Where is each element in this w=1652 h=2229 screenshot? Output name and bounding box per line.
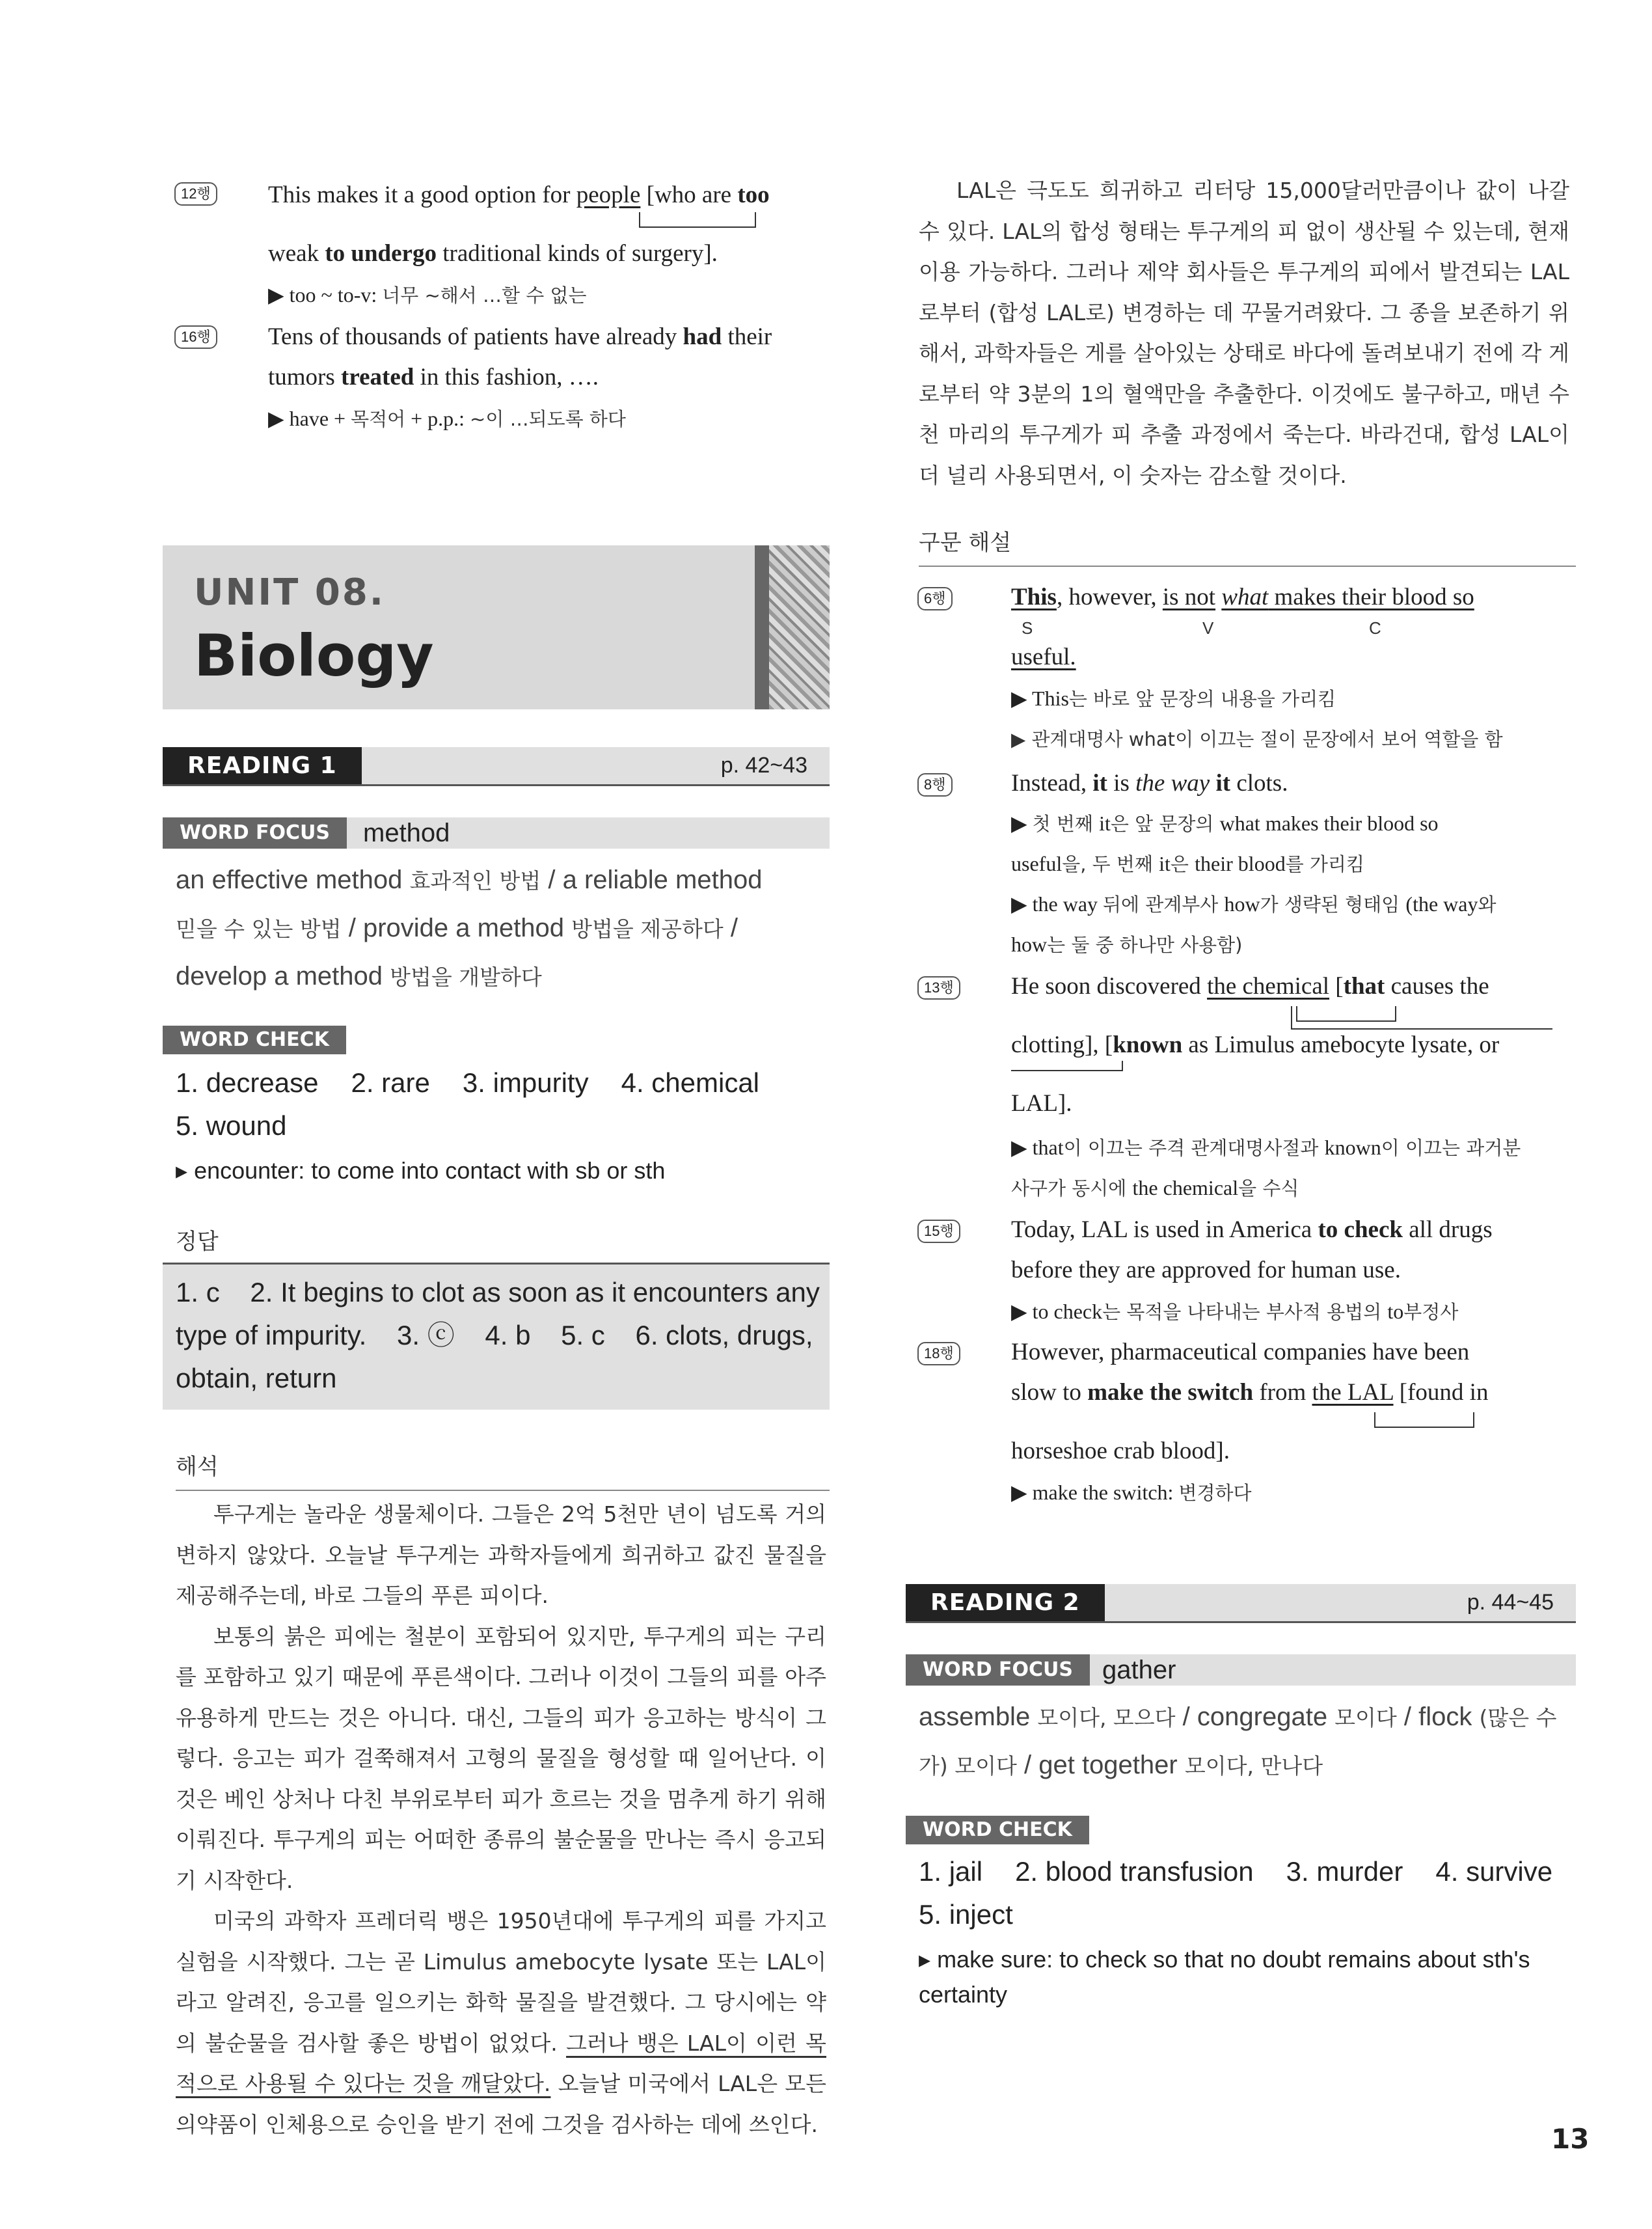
grammar-note: ▶ This는 바로 앞 문장의 내용을 가리킴 xyxy=(1011,687,1336,710)
line-tag: 15행 xyxy=(917,1220,960,1243)
word-check-list: 5. inject xyxy=(919,1899,1013,1930)
word-check-label: WORD CHECK xyxy=(163,1026,346,1054)
modifier-bracket xyxy=(1011,1061,1123,1071)
line-tag: 12행 xyxy=(174,182,217,206)
complement-marker: C xyxy=(1369,618,1381,638)
grammar-note: ▶ that이 이끄는 주격 관계대명사절과 known이 이끄는 과거분 xyxy=(1011,1136,1521,1159)
translation-paragraph: 미국의 과학자 프레더릭 뱅은 1950년대에 투구게의 피를 가지고 실험을 시작했다. 그는 곧 Limulus amebocyte lysate 또는 LAL이라고 알려진, 응고를 일으키는 화학 물질을 발견했다. 그 당시에는 약의 불순물을 검사할 좋은 방법이 없었다. 그러나 뱅은 LAL이 이런 목적으로 사용될 수 있다는 것을 깨달았다. 오늘날 미국에서 LAL은 모든 의약품이 인체용으로 승인을 받기 전에 그것을 검사하는 데에 쓰인다. xyxy=(176,1908,826,2137)
grammar-line: Today, LAL is used in America to check all drugs xyxy=(1011,1216,1493,1243)
grammar-line: Tens of thousands of patients have already had their xyxy=(268,323,772,350)
grammar-line: useful. xyxy=(1011,644,1076,670)
decorative-stripe xyxy=(755,545,769,709)
grammar-note: ▶ too ~ to-v: 너무 ~해서 …할 수 없는 xyxy=(268,283,587,307)
reading-1-header xyxy=(163,747,830,786)
unit-title: Biology xyxy=(194,622,434,689)
reading-label: READING 1 xyxy=(163,747,362,784)
answer-heading: 정답 xyxy=(176,1224,219,1266)
definition-note: ▸ encounter: to come into contact with sb or sth xyxy=(176,1157,666,1184)
definition-note: ▸ make sure: to check so that no doubt remains about sth's xyxy=(919,1946,1530,1973)
modifier-bracket xyxy=(1374,1412,1474,1428)
definition-note: certainty xyxy=(919,1981,1008,2008)
grammar-note: useful을, 두 번째 it은 their blood를 가리킴 xyxy=(1011,852,1364,875)
antecedent-bracket xyxy=(639,212,756,228)
grammar-line: This, however, is not what makes their blood so xyxy=(1011,584,1474,610)
example-line: 믿을 수 있는 방법 / provide a method 방법을 제공하다 / xyxy=(176,914,738,942)
grammar-line: tumors treated in this fashion, …. xyxy=(268,364,599,390)
grammar-line: LAL]. xyxy=(1011,1090,1072,1117)
answer-line: type of impurity. 3. ⓒ 4. b 5. c 6. clots, drugs, xyxy=(176,1320,813,1350)
translation-text xyxy=(176,1494,826,2145)
grammar-line: He soon discovered the chemical [that causes the xyxy=(1011,973,1489,1000)
line-tag: 6행 xyxy=(917,587,953,610)
grammar-note: ▶ have + 목적어 + p.p.: ~이 …되도록 하다 xyxy=(268,407,626,430)
unit-header xyxy=(163,545,830,709)
line-tag: 8행 xyxy=(917,773,953,797)
example-line: 가) 모이다 / get together 모이다, 만나다 xyxy=(919,1751,1323,1779)
modifier-bracket xyxy=(1291,1006,1552,1030)
grammar-note: ▶ make the switch: 변경하다 xyxy=(1011,1481,1252,1504)
translation-continued xyxy=(919,171,1569,496)
decorative-texture xyxy=(769,545,830,709)
translation-paragraph: 투구게는 놀라운 생물체이다. 그들은 2억 5천만 년이 넘도록 거의 변하지 않았다. 오늘날 투구게는 과학자들에게 희귀하고 값진 물질을 제공해주는데, 바로 그들의 푸른 피이다. xyxy=(176,1501,826,1608)
grammar-line: before they are approved for human use. xyxy=(1011,1257,1401,1283)
reading-2-header xyxy=(906,1584,1576,1623)
translation-paragraph: 보통의 붉은 피에는 철분이 포함되어 있지만, 투구게의 피는 구리를 포함하고 있기 때문에 푸른색이다. 그러나 이것이 그들의 피를 아주 유용하게 만드는 것은 아니다. 대신, 그들의 피가 응고하는 방식이 그렇다. 응고는 피가 걸쭉해져서 고형의 물질을 형성할 때 일어난다. 이것은 베인 상처나 다친 부위로부터 피가 흐르는 것을 멈추게 하기 위해 이뤄진다. 투구게의 피는 어떠한 종류의 불순물을 만나는 즉시 응고되기 시작한다. xyxy=(176,1623,826,1893)
grammar-note: ▶ 관계대명사 what이 이끄는 절이 문장에서 보어 역할을 함 xyxy=(1011,728,1503,750)
grammar-note: ▶ to check는 목적을 나타내는 부사적 용법의 to부정사 xyxy=(1011,1300,1459,1323)
grammar-line: Instead, it is the way it clots. xyxy=(1011,770,1288,797)
unit-number: UNIT 08. xyxy=(194,571,386,614)
grammar-heading: 구문 해설 xyxy=(919,525,1576,567)
subject-marker: S xyxy=(1022,618,1033,638)
line-tag: 13행 xyxy=(917,976,960,1000)
example-line: assemble 모이다, 모으다 / congregate 모이다 / flock (많은 수 xyxy=(919,1703,1557,1731)
grammar-line: However, pharmaceutical companies have been xyxy=(1011,1339,1470,1365)
grammar-line: This makes it a good option for people [who are too xyxy=(268,182,770,208)
translation-paragraph: LAL은 극도도 희귀하고 리터당 15,000달러만큼이나 값이 나갈 수 있다. LAL의 합성 형태는 투구게의 피 없이 생산될 수 있는데, 현재 이용 가능하다. 그러나 제약 회사들은 투구게의 피에서 발견되는 LAL로부터 (합성 LAL로) 변경하는 데 꾸물거려왔다. 그 종을 보존하기 위해서, 과학자들은 게를 살아있는 상태로 바다에 돌려보내기 전에 각 게로부터 약 3분의 1의 혈액만을 추출한다. 이것에도 불구하고, 매년 수천 마리의 투구게가 피 추출 과정에서 죽는다. 바라건대, 합성 LAL이 더 널리 사용되면서, 이 숫자는 감소할 것이다. xyxy=(919,178,1569,488)
word-focus-word: gather xyxy=(1102,1656,1176,1684)
line-tag: 18행 xyxy=(917,1342,960,1365)
grammar-line: slow to make the switch from the LAL [found in xyxy=(1011,1379,1489,1406)
word-check-label: WORD CHECK xyxy=(906,1816,1089,1844)
grammar-note: ▶ 첫 번째 it은 앞 문장의 what makes their blood so xyxy=(1011,812,1439,835)
translation-heading: 해석 xyxy=(176,1449,830,1491)
page-number: 13 xyxy=(1551,2123,1590,2155)
word-focus-label: WORD FOCUS xyxy=(906,1654,1090,1686)
answer-line: 1. c 2. It begins to clot as soon as it encounters any xyxy=(176,1277,820,1307)
page-range: p. 42~43 xyxy=(720,753,807,778)
example-line: an effective method 효과적인 방법 / a reliable method xyxy=(176,866,763,894)
word-focus-examples xyxy=(919,1693,1576,1790)
grammar-note: ▶ the way 뒤에 관계부사 how가 생략된 형태임 (the way와 xyxy=(1011,892,1496,916)
reading-label: READING 2 xyxy=(906,1584,1105,1621)
verb-marker: V xyxy=(1202,618,1214,638)
word-check-list: 5. wound xyxy=(176,1110,287,1141)
word-focus-examples xyxy=(176,856,826,1001)
word-check-list: 1. jail 2. blood transfusion 3. murder 4. survive xyxy=(919,1856,1553,1887)
word-focus-bar xyxy=(163,817,830,849)
grammar-line: horseshoe crab blood]. xyxy=(1011,1438,1230,1464)
word-focus-bar xyxy=(906,1654,1576,1686)
grammar-line: clotting], [known as Limulus amebocyte lysate, or xyxy=(1011,1032,1500,1058)
word-focus-label: WORD FOCUS xyxy=(163,817,347,849)
grammar-line: weak to undergo traditional kinds of surgery]. xyxy=(268,240,718,267)
answer-box xyxy=(163,1263,830,1410)
grammar-note: how는 둘 중 하나만 사용함) xyxy=(1011,933,1243,956)
word-check-list: 1. decrease 2. rare 3. impurity 4. chemical xyxy=(176,1067,760,1098)
page-range: p. 44~45 xyxy=(1467,1590,1554,1615)
grammar-note: 사구가 동시에 the chemical을 수식 xyxy=(1011,1176,1299,1199)
example-line: develop a method 방법을 개발하다 xyxy=(176,962,542,991)
line-tag: 16행 xyxy=(174,325,217,349)
answer-line: obtain, return xyxy=(176,1363,337,1393)
word-focus-word: method xyxy=(363,819,450,847)
